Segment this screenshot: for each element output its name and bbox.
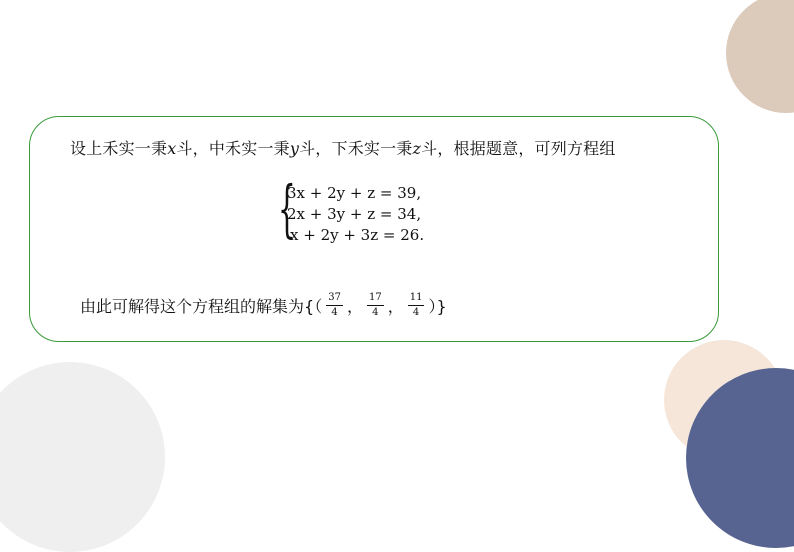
intro-text-4: 斗，根据题意，可列方程组: [421, 139, 616, 158]
fraction-x-denominator: 4: [331, 306, 338, 318]
fraction-x-numerator: 37: [326, 292, 343, 306]
decorative-circle-top-right: [726, 0, 794, 113]
equation-1: 3x + 2y + z = 39,: [287, 184, 422, 202]
equation-2: 2x + 3y + z = 34,: [287, 205, 422, 223]
solution-statement: [80, 285, 447, 325]
solution-close-bracket: ）}: [428, 296, 447, 316]
fraction-y: [367, 292, 384, 319]
fraction-z-numerator: 11: [408, 292, 425, 306]
fraction-x: [326, 292, 343, 319]
variable-x: x: [167, 139, 177, 158]
fraction-z: [408, 292, 425, 319]
problem-statement: [70, 136, 616, 159]
variable-y: y: [289, 139, 300, 158]
separator-2: ，: [387, 296, 404, 316]
solution-text: 由此可解得这个方程组的解集为: [80, 296, 305, 316]
intro-text-1: 设上禾实一秉: [70, 139, 168, 158]
solution-open-bracket: {（: [304, 296, 323, 316]
equation-system: [278, 172, 448, 245]
variable-z: z: [412, 139, 422, 158]
separator-1: ，: [346, 296, 363, 316]
fraction-y-numerator: 17: [367, 292, 384, 306]
left-brace: {: [278, 172, 296, 245]
fraction-y-denominator: 4: [372, 306, 379, 318]
intro-text-2: 斗，中禾实一秉: [176, 139, 290, 158]
decorative-circle-bottom-left: [0, 362, 165, 552]
fraction-z-denominator: 4: [412, 306, 420, 318]
intro-text-3: 斗，下禾实一秉: [299, 139, 413, 158]
equation-3: x + 2y + 3z = 26.: [290, 226, 425, 244]
